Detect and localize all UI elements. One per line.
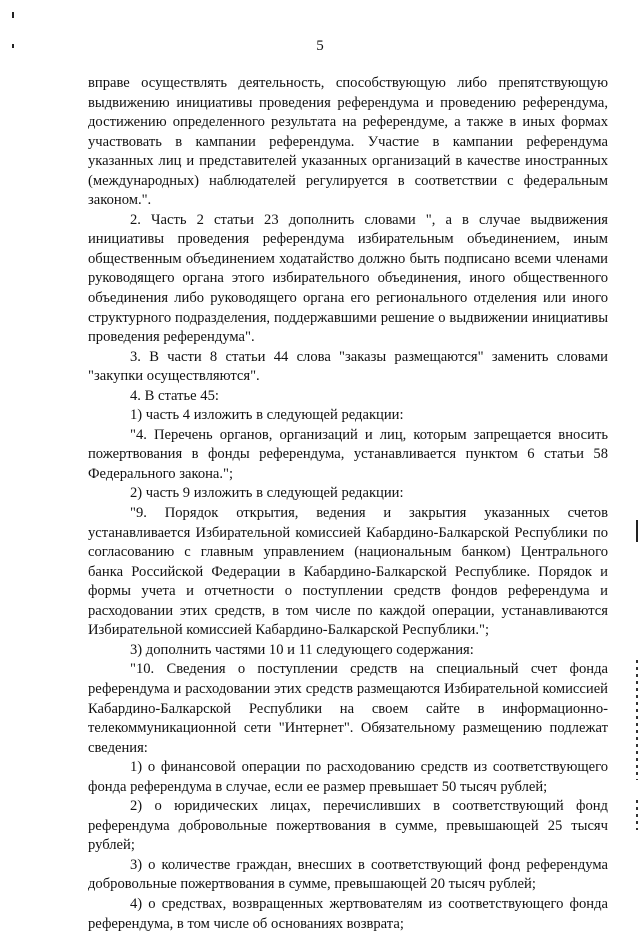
scan-mark: [12, 12, 14, 18]
paragraph: 3) о количестве граждан, внесших в соответствующий фонд референдума добровольные пожертвования в сумме, превышающей 20 тысяч рублей;: [88, 856, 608, 893]
paragraph: 3) дополнить частями 10 и 11 следующего содержания:: [130, 641, 474, 658]
paragraph: 1) о финансовой операции по расходованию средств из соответствующего фонда референдума в случае, если ее размер превышает 50 тысяч рублей;: [88, 759, 608, 795]
paragraph: "4. Перечень органов, организаций и лиц, которым запрещается вносить пожертвования в фонды референдума, устанавливается пунктом 6 статьи 58 Федерального закона.";: [88, 426, 608, 482]
paragraph: 4. В статье 45:: [130, 387, 219, 404]
paragraph: 2) о юридических лицах, перечисливших в соответствующий фонд референдума добровольные пожертвования в сумме, превышающей 25 тысяч рублей;: [88, 798, 608, 854]
page-number: 5: [316, 38, 324, 54]
paragraph: 3. В части 8 статьи 44 слова "заказы размещаются" заменить словами "закупки осуществляются".: [88, 348, 608, 385]
paragraph: 2. Часть 2 статьи 23 дополнить словами ", а в случае выдвижения инициативы проведения референдума избирательным объединением, иным общественным объединением ходатайство должно быть подписано всеми членами руководящего органа этого избирательного объединения, иного общественного объединения либо руководящего органа его регионального отделения или иного структурного подразделения, поддержавшими решение о выдвижении инициативы проведения референдума".: [88, 211, 608, 346]
scan-mark: [636, 800, 638, 830]
paragraph: "10. Сведения о поступлении средств на специальный счет фонда референдума и расходовании этих средств размещаются Избирательной комиссией Кабардино-Балкарской Республики на своем сайте в информационно-телекоммуникационной сети "Интернет". Обязательному размещению подлежат сведения:: [88, 661, 608, 756]
paragraph: "9. Порядок открытия, ведения и закрытия указанных счетов устанавливается Избирательной комиссией Кабардино-Балкарской Республики по согласованию с главным управлением (национальным банком) Центрального банка Российской Федерации в Кабардино-Балкарской Республике. Порядок и формы учета и отчетности о поступлении средств фондов референдума и расходовании этих средств, в том числе по каждой операции, устанавливаются Избирательной комиссией Кабардино-Балкарской Республики.";: [88, 505, 608, 639]
document-body: [88, 74, 608, 934]
paragraph: 2) часть 9 изложить в следующей редакции:: [130, 485, 404, 502]
paragraph: 1) часть 4 изложить в следующей редакции:: [130, 407, 404, 424]
paragraph: 4) о средствах, возвращенных жертвователям из соответствующего фонда референдума, в том числе об основаниях возврата;: [88, 895, 608, 932]
scan-mark: [636, 520, 638, 542]
scan-mark: [636, 660, 638, 780]
paragraph: вправе осуществлять деятельность, способствующую либо препятствующую выдвижению инициативы проведения референдума и проведению референдума, достижению определенного результата на референдуме, а также в иных формах участвовать в кампании референдума. Участие в кампании референдума указанных лиц и представителей указанных организаций в качестве иностранных (международных) наблюдателей регулируется в соответствии с федеральным законом.".: [88, 75, 608, 209]
